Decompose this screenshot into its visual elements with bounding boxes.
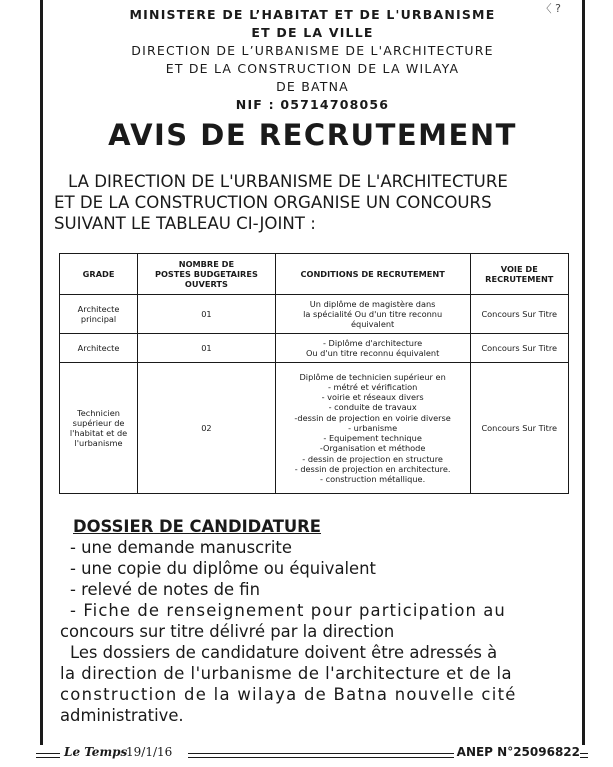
- direction-name-cont: ET DE LA CONSTRUCTION DE LA WILAYA: [165, 61, 460, 76]
- cell-postes: 02: [138, 363, 276, 494]
- header-postes: [138, 254, 276, 295]
- ministry-name-cont: ET DE LA VILLE: [251, 25, 374, 40]
- grade-line: l'habitat et de: [69, 428, 128, 438]
- intro-line: ET DE LA CONSTRUCTION ORGANISE UN CONCOURS: [54, 193, 492, 212]
- wilaya-name: DE BATNA: [276, 79, 349, 94]
- condition-line: Diplôme de technicien supérieur en: [299, 371, 446, 382]
- page-title: AVIS DE RECRUTEMENT: [108, 118, 517, 152]
- newspaper-name: Le Temps: [64, 745, 128, 759]
- footer: [36, 745, 586, 763]
- corner-mark-icon: 〈 ?: [540, 2, 561, 15]
- header-postes-line: OUVERTS: [184, 279, 228, 290]
- table-header-row: [60, 254, 569, 295]
- grade-line: Architecte: [77, 303, 120, 314]
- grade-line: l'urbanisme: [74, 438, 123, 449]
- header-conditions: CONDITIONS DE RECRUTEMENT: [275, 254, 470, 295]
- dossier-note: la direction de l'urbanisme de l'architecture et de la: [60, 664, 513, 683]
- dossier-item-cont: concours sur titre délivré par la direction: [60, 622, 395, 641]
- dossier-heading: DOSSIER DE CANDIDATURE: [73, 517, 322, 536]
- header-voie-line: VOIE DE: [500, 263, 538, 274]
- intro-line: SUIVANT LE TABLEAU CI-JOINT :: [54, 214, 316, 233]
- recruitment-table: [59, 253, 569, 494]
- grade-line: principal: [80, 314, 117, 324]
- dossier-item: - relevé de notes de fin: [70, 580, 261, 599]
- condition-line: équivalent: [350, 319, 395, 330]
- condition-line: Un diplôme de magistère dans: [309, 298, 436, 309]
- dossier-note: construction de la wilaya de Batna nouvelle cité: [60, 685, 517, 704]
- table-row: [60, 295, 569, 334]
- ministry-header: [40, 6, 585, 114]
- condition-line: - conduite de travaux: [328, 402, 417, 413]
- condition-line: -Organisation et méthode: [319, 443, 426, 454]
- nif-number: NIF : 05714708056: [235, 97, 390, 112]
- cell-voie: Concours Sur Titre: [470, 295, 568, 334]
- cell-voie: Concours Sur Titre: [470, 334, 568, 363]
- condition-line: - urbanisme: [348, 422, 398, 433]
- cell-conditions: [275, 363, 470, 494]
- cell-voie: Concours Sur Titre: [470, 363, 568, 494]
- grade-line: Technicien: [77, 407, 120, 418]
- condition-line: - dessin de projection en architecture.: [294, 463, 451, 474]
- condition-line: - construction métallique.: [320, 473, 426, 484]
- condition-line: la spécialité Ou d'un titre reconnu: [303, 308, 443, 319]
- dossier-item: - une copie du diplôme ou équivalent: [70, 559, 376, 578]
- condition-line: Ou d'un titre reconnu équivalent: [305, 348, 440, 358]
- dossier-note: Les dossiers de candidature doivent être adressés à: [70, 643, 498, 662]
- header-voie: [470, 254, 568, 295]
- intro-line: LA DIRECTION DE L'URBANISME DE L'ARCHITECTURE: [68, 172, 508, 191]
- cell-conditions: [275, 295, 470, 334]
- cell-grade: Architecte: [60, 334, 138, 363]
- dossier-section: [60, 516, 584, 726]
- condition-line: -dessin de projection en voirie diverse: [294, 412, 451, 423]
- ministry-name: MINISTERE DE L’HABITAT ET DE L'URBANISME: [129, 7, 496, 22]
- cell-postes: 01: [138, 295, 276, 334]
- cell-postes: 01: [138, 334, 276, 363]
- condition-line: - voirie et réseaux divers: [321, 392, 424, 403]
- cell-conditions: [275, 334, 470, 363]
- header-postes-line: POSTES BUDGETAIRES: [154, 268, 258, 279]
- dossier-item: - une demande manuscrite: [70, 538, 292, 557]
- table-row: [60, 334, 569, 363]
- cell-grade: [60, 295, 138, 334]
- dossier-item: - Fiche de renseignement pour participation au: [70, 601, 506, 620]
- dossier-note: administrative.: [60, 706, 184, 725]
- footer-rule: [36, 753, 60, 758]
- header-grade: GRADE: [60, 254, 138, 295]
- condition-line: - Diplôme d'architecture: [323, 337, 423, 348]
- condition-line: - métré et vérification: [327, 382, 418, 393]
- direction-name: DIRECTION DE L’URBANISME DE L'ARCHITECTURE: [131, 43, 494, 58]
- table-row: [60, 363, 569, 494]
- anep-number: ANEP N°25096822: [454, 745, 580, 759]
- intro-text: [54, 171, 584, 234]
- header-postes-line: NOMBRE DE: [178, 258, 235, 269]
- grade-line: supérieur de: [72, 417, 125, 428]
- cell-grade: [60, 363, 138, 494]
- condition-line: - Equipement technique: [323, 433, 422, 444]
- header-voie-line: RECRUTEMENT: [485, 274, 554, 284]
- condition-line: - dessin de projection en structure: [302, 453, 443, 464]
- publication-date: 19/1/16: [126, 745, 173, 759]
